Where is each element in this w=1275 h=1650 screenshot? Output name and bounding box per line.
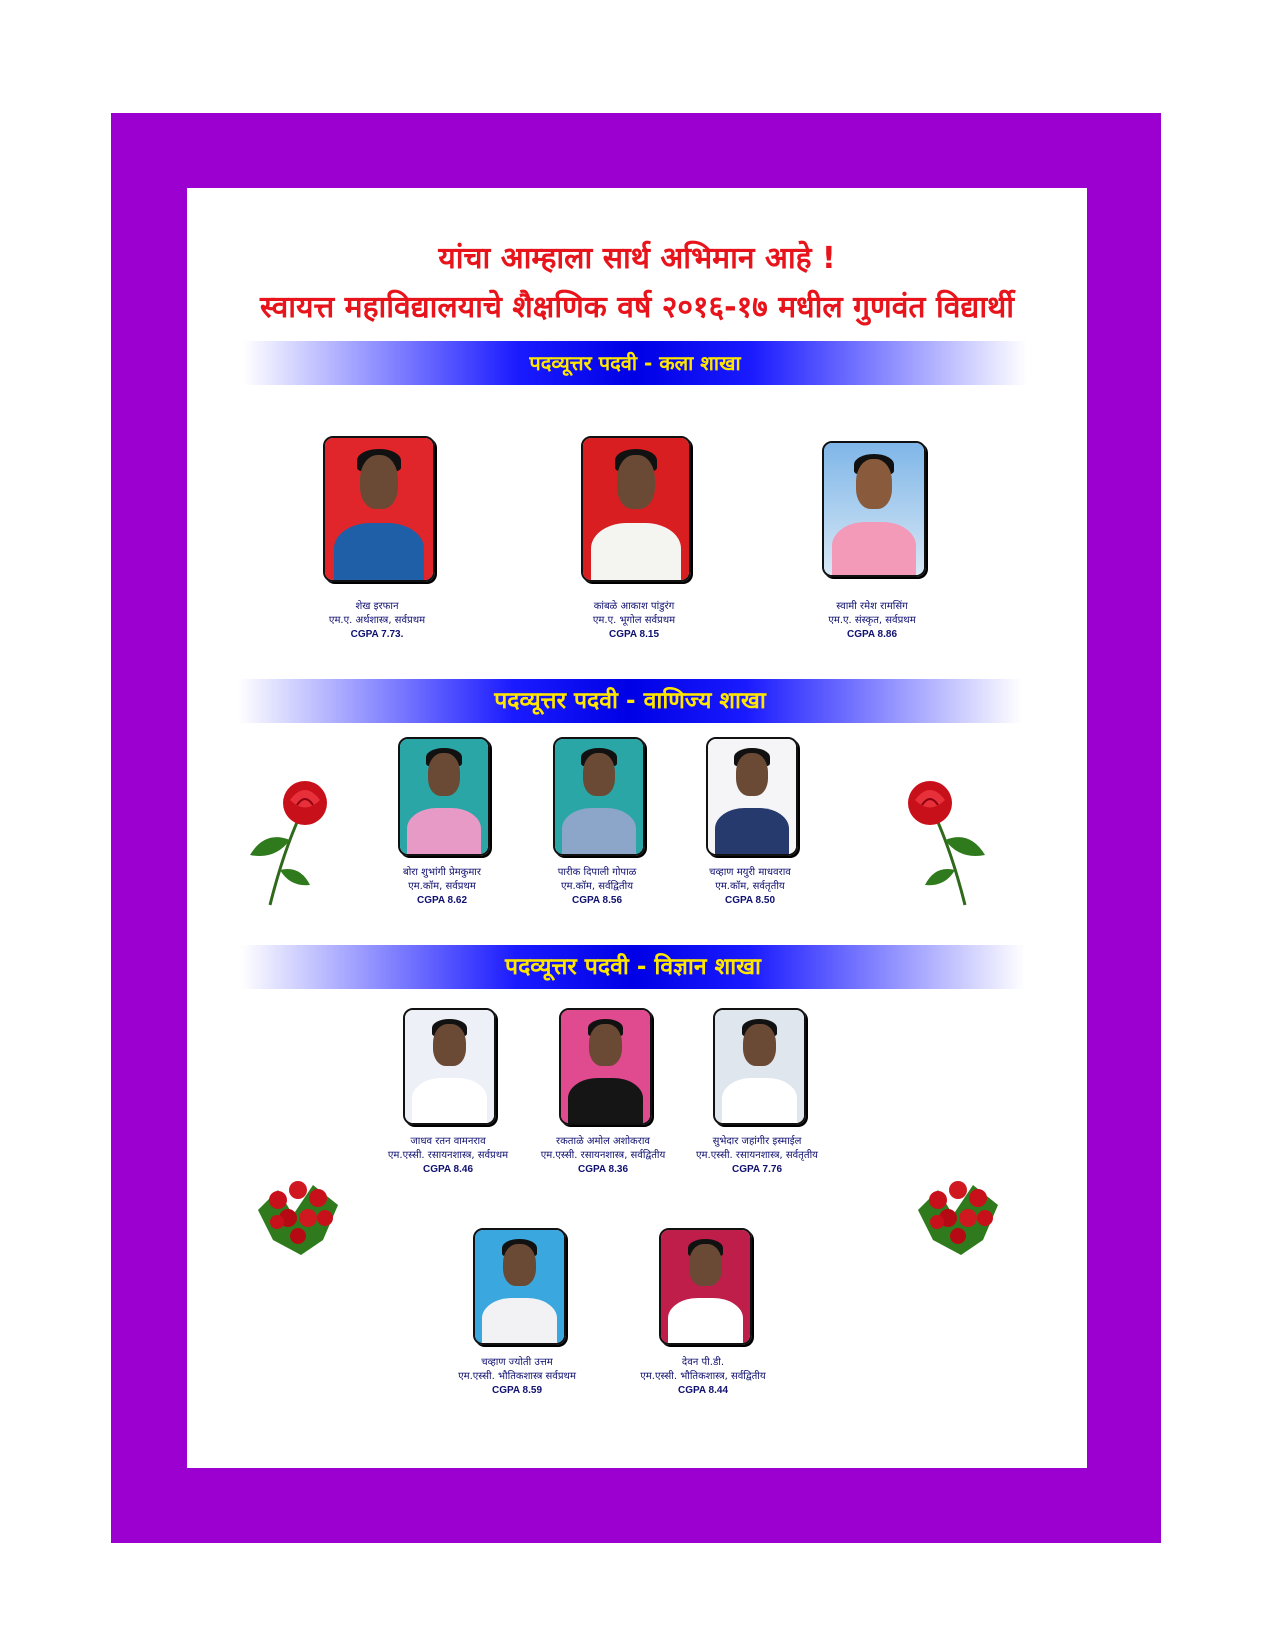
student-cgpa: CGPA 8.36 [577, 1164, 629, 1175]
rose-bouquet-icon [253, 1160, 348, 1260]
poster-title: यांचा आम्हाला सार्थ अभिमान आहे ! [438, 241, 836, 276]
student-photo [473, 1228, 566, 1345]
student-cgpa: CGPA 7.76 [731, 1164, 783, 1175]
student-photo [559, 1008, 652, 1125]
student-photo [713, 1008, 806, 1125]
student-name: जाधव रतन वामनराव [410, 1136, 486, 1147]
student-detail: एम.कॉम, सर्वतृतीय [715, 881, 785, 892]
poster-subtitle: स्वायत्त महाविद्यालयाचे शैक्षणिक वर्ष २०१६-१७ मधील गुणवंत विद्यार्थी [259, 290, 1015, 325]
rose-icon [900, 775, 990, 910]
student-photo [323, 436, 435, 582]
student-name: रकताळे अमोल अशोकराव [556, 1136, 650, 1147]
student-photo [706, 737, 798, 856]
student-name: देवन पी.डी. [681, 1357, 725, 1368]
student-cgpa: CGPA 8.15 [608, 629, 660, 640]
student-name: शेख इरफान [355, 601, 399, 612]
student-cgpa: CGPA 8.56 [571, 895, 623, 906]
student-detail: एम.एस्सी. भौतिकशास्त्र सर्वप्रथम [458, 1371, 576, 1382]
student-caption [353, 866, 531, 908]
student-photo [581, 436, 691, 582]
student-name: कांबळे आकाश पांडुरंग [593, 601, 675, 612]
student-detail: एम.एस्सी. रसायनशास्त्र, सर्वप्रथम [387, 1150, 509, 1161]
student-detail: एम.ए. अर्थशास्त्र, सर्वप्रथम [328, 615, 426, 626]
student-photo [659, 1228, 752, 1345]
student-caption [508, 866, 686, 908]
student-cgpa: CGPA 8.50 [724, 895, 776, 906]
rose-icon [245, 775, 335, 910]
student-name: चव्हाण मयुरी माधवराव [709, 867, 791, 878]
student-name: चव्हाण ज्योती उत्तम [481, 1357, 553, 1368]
student-caption [528, 1135, 678, 1177]
student-cgpa: CGPA 8.44 [677, 1385, 729, 1396]
student-photo [553, 737, 645, 856]
student-detail: एम.एस्सी. भौतिकशास्त्र, सर्वद्वितीय [640, 1371, 766, 1382]
section-heading-commerce: पदव्यूत्तर पदवी - वाणिज्य शाखा [238, 679, 1022, 723]
student-caption [682, 1135, 832, 1177]
student-photo [403, 1008, 496, 1125]
student-name: स्वामी रमेश रामसिंग [836, 601, 908, 612]
section-heading-arts: पदव्यूत्तर पदवी - कला शाखा [243, 341, 1027, 385]
student-cgpa: CGPA 8.62 [416, 895, 468, 906]
student-cgpa: CGPA 8.46 [422, 1164, 474, 1175]
student-caption [782, 600, 962, 642]
student-detail: एम.एस्सी. रसायनशास्त्र, सर्वद्वितीय [540, 1150, 666, 1161]
student-detail: एम.ए. संस्कृत, सर्वप्रथम [828, 615, 916, 626]
rose-bouquet-icon [913, 1160, 1008, 1260]
student-caption [661, 866, 839, 908]
student-detail: एम.ए. भूगोल सर्वप्रथम [592, 615, 676, 626]
student-name: सुभेदार जहांगीर इस्माईल [712, 1136, 802, 1147]
student-photo [398, 737, 490, 856]
student-cgpa: CGPA 7.73. [350, 629, 404, 640]
student-cgpa: CGPA 8.86 [846, 629, 898, 640]
student-detail: एम.कॉम, सर्वद्वितीय [560, 881, 634, 892]
student-caption [544, 600, 724, 642]
student-caption [373, 1135, 523, 1177]
section-heading-science: पदव्यूत्तर पदवी - विज्ञान शाखा [241, 945, 1025, 989]
student-photo [822, 441, 926, 577]
student-cgpa: CGPA 8.59 [491, 1385, 543, 1396]
student-caption [287, 600, 467, 642]
student-detail: एम.एस्सी. रसायनशास्त्र, सर्वतृतीय [696, 1150, 818, 1161]
student-caption [442, 1356, 592, 1398]
student-name: बोरा शुभांगी प्रेमकुमार [403, 867, 481, 878]
student-caption [628, 1356, 778, 1398]
student-detail: एम.कॉम, सर्वप्रथम [408, 881, 476, 892]
student-name: पारीक दिपाली गोपाळ [557, 867, 637, 878]
